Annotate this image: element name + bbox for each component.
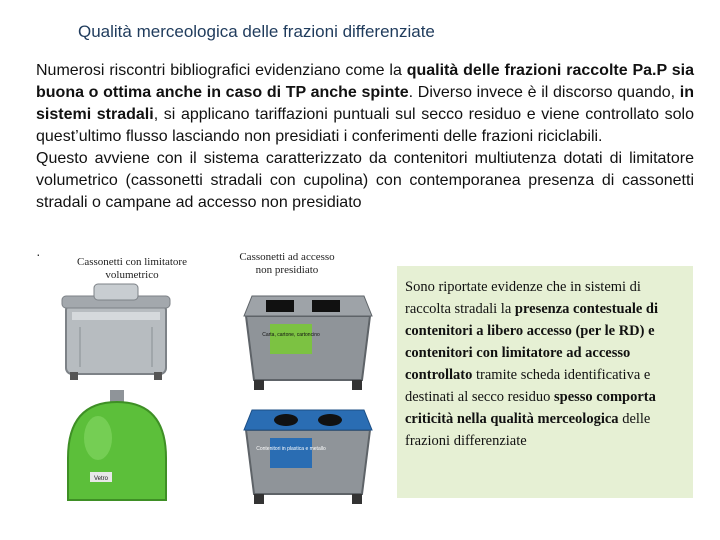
bell-label: Vetro xyxy=(93,476,109,482)
plastic-bin-image xyxy=(238,406,378,508)
evidence-note-box: Sono riportate evidenze che in sistemi di raccolta stradali la presenza contestuale di contenitori a libero accesso (per le RD) e contenitori con limitatore ad accesso controllato tramite scheda identificativa e destinati al secco residuo spesso comporta criticità nella qualità merceologica delle frazioni differenziate xyxy=(397,266,693,498)
main-text xyxy=(36,60,694,214)
glass-bell-image xyxy=(58,388,176,506)
caption-limited-bins: Cassonetti con limitatore volumetrico xyxy=(77,256,187,281)
page-title: Qualità merceologica delle frazioni differenziate xyxy=(78,22,435,41)
paragraph-1: Numerosi riscontri bibliografici evidenziano come la qualità delle frazioni raccolte Pa.P sia buona o ottima anche in caso di TP anche spinte. Diverso invece è il discorso quando, in sistemi stradali, si applicano tariffazioni puntuali sul secco residuo e viene controllato solo quest’ultimo flusso lasciando non presidiati i conferimenti delle frazioni riciclabili. xyxy=(36,62,695,145)
paper-bin-image xyxy=(238,292,378,394)
bullet-marker: · xyxy=(36,246,41,262)
caption-open-bins: Cassonetti ad accesso non presidiato xyxy=(239,251,335,276)
paragraph-2: Questo avviene con il sistema caratterizzato da contenitori multiutenza dotati di limitatore volumetrico (cassonetti stradali con cupolina) con contemporanea presenza di cassonetti stradali o campane ad accesso non presidiato xyxy=(36,150,694,211)
limiter-bin-image xyxy=(60,282,172,382)
paper-bin-label: Carta, cartone, cartoncino xyxy=(262,332,320,338)
plastic-bin-label: Contenitori in plastica e metallo xyxy=(256,446,326,452)
